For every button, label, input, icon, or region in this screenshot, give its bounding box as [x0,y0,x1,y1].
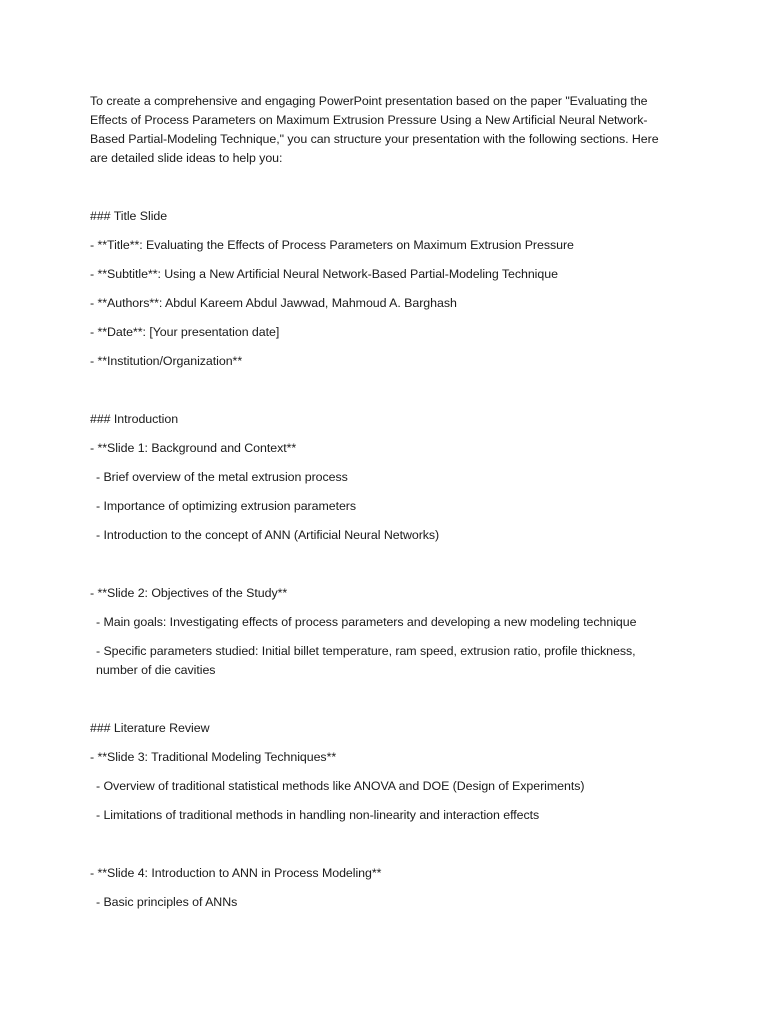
slide4-item: - Basic principles of ANNs [96,895,238,909]
slide3-item: - Limitations of traditional methods in handling non-linearity and interaction effects [96,808,540,822]
title-slide-item-date: - **Date**: [Your presentation date] [90,325,280,339]
title-slide-heading: ### Title Slide [90,209,168,223]
slide1-item: - Importance of optimizing extrusion parameters [96,499,357,513]
literature-review-heading: ### Literature Review [90,721,210,735]
intro-paragraph: To create a comprehensive and engaging PowerPoint presentation based on the paper "Evaluating the Effects of Process Parameters on Maximum Extrusion Pressure Using a New Artificial Neural Network-Based Partial-Modeling Technique," you can structure your presentation with the following sections. Here are detailed slide ideas to help you: [90,94,662,165]
title-slide-item-authors: - **Authors**: Abdul Kareem Abdul Jawwad, Mahmoud A. Barghash [90,296,457,310]
slide2-item: - Main goals: Investigating effects of process parameters and developing a new modeling technique [96,615,637,629]
slide1-item: - Introduction to the concept of ANN (Artificial Neural Networks) [96,528,440,542]
document-body [90,92,670,912]
title-slide-item-institution: - **Institution/Organization** [90,354,243,368]
slide1-item: - Brief overview of the metal extrusion process [96,470,348,484]
slide3-heading: - **Slide 3: Traditional Modeling Techniques** [90,750,337,764]
slide3-item: - Overview of traditional statistical methods like ANOVA and DOE (Design of Experiments) [96,779,585,793]
title-slide-item-subtitle: - **Subtitle**: Using a New Artificial Neural Network-Based Partial-Modeling Technique [90,267,558,281]
title-slide-item-title: - **Title**: Evaluating the Effects of Process Parameters on Maximum Extrusion Pressure [90,238,574,252]
slide2-heading: - **Slide 2: Objectives of the Study** [90,586,288,600]
slide4-heading: - **Slide 4: Introduction to ANN in Process Modeling** [90,866,382,880]
slide2-item: - Specific parameters studied: Initial billet temperature, ram speed, extrusion ratio, profile thickness, number of die cavities [96,644,639,677]
introduction-heading: ### Introduction [90,412,179,426]
slide1-heading: - **Slide 1: Background and Context** [90,441,297,455]
